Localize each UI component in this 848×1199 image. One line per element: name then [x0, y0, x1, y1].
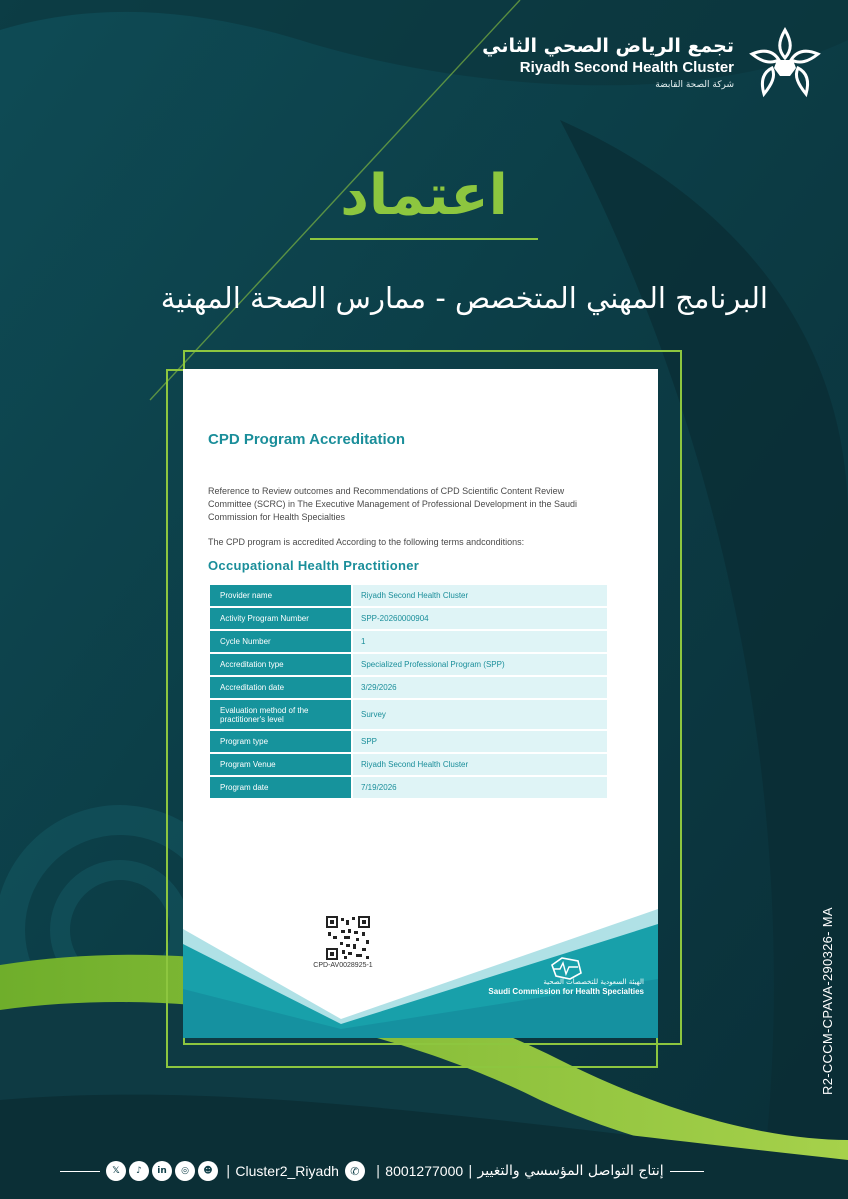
cluster-name-en: Riyadh Second Health Cluster: [519, 59, 734, 76]
table-row: [210, 677, 607, 698]
row-label: Evaluation method of the practitioner's level: [210, 700, 351, 729]
footer: [60, 1158, 790, 1184]
accreditation-table: [210, 585, 607, 800]
row-value: 1: [353, 631, 607, 652]
footer-separator: |: [226, 1163, 231, 1179]
table-row: [210, 631, 607, 652]
issuer-name-en: Saudi Commission for Health Specialties: [488, 987, 644, 996]
table-row: [210, 654, 607, 675]
tiktok-icon[interactable]: ♪: [129, 1161, 149, 1181]
certificate-reference: Reference to Review outcomes and Recommendations of CPD Scientific Content Review Committee (SCRC) in The Executive Management of Professional Development in the Saudi Commission for Health Specialties: [208, 486, 578, 522]
issuer-name-ar: الهيئة السعودية للتخصصات الصحية: [543, 978, 644, 986]
row-label: Accreditation type: [210, 654, 351, 675]
x-icon[interactable]: 𝕏: [106, 1161, 126, 1181]
title-divider: [310, 238, 538, 240]
row-label: Activity Program Number: [210, 608, 351, 629]
snapchat-icon[interactable]: ☻: [198, 1161, 218, 1181]
qr-code-id: CPD-AV0028925-1: [313, 962, 373, 969]
table-row: [210, 754, 607, 775]
linkedin-icon[interactable]: in: [152, 1161, 172, 1181]
certificate-terms: The CPD program is accredited According to the following terms andconditions:: [208, 537, 525, 547]
row-value: SPP: [353, 731, 607, 752]
table-row: [210, 700, 607, 729]
row-value: Riyadh Second Health Cluster: [353, 585, 607, 606]
certificate-card: [183, 369, 658, 1038]
row-value: SPP-20260000904: [353, 608, 607, 629]
social-handle[interactable]: Cluster2_Riyadh: [235, 1163, 339, 1179]
footer-line-left: [60, 1171, 100, 1172]
footer-line-right: [670, 1171, 704, 1172]
row-label: Cycle Number: [210, 631, 351, 652]
issuer-block: [488, 977, 644, 997]
phone-icon[interactable]: ✆: [345, 1161, 365, 1181]
instagram-icon[interactable]: ◎: [175, 1161, 195, 1181]
row-label: Provider name: [210, 585, 351, 606]
row-label: Program date: [210, 777, 351, 798]
cluster-logo-text: [482, 34, 734, 92]
table-row: [210, 777, 607, 798]
document-code: R2-CCCM-CPAVA-290326- MA: [820, 907, 835, 1095]
row-label: Program type: [210, 731, 351, 752]
footer-separator: |: [375, 1163, 381, 1179]
page-title: اعتماد: [340, 163, 508, 228]
footer-tagline: إنتاج التواصل المؤسسي والتغيير: [477, 1163, 664, 1179]
table-row: [210, 608, 607, 629]
cluster-logo-block: [482, 24, 824, 102]
row-value: 3/29/2026: [353, 677, 607, 698]
row-value: Riyadh Second Health Cluster: [353, 754, 607, 775]
row-label: Program Venue: [210, 754, 351, 775]
table-row: [210, 731, 607, 752]
phone-number[interactable]: 8001277000: [385, 1163, 464, 1179]
row-value: Specialized Professional Program (SPP): [353, 654, 607, 675]
row-value: 7/19/2026: [353, 777, 607, 798]
qr-code-icon: [326, 916, 370, 960]
page-subtitle: البرنامج المهني المتخصص - ممارس الصحة المهنية: [160, 281, 768, 315]
table-row: [210, 585, 607, 606]
row-label: Accreditation date: [210, 677, 351, 698]
cluster-name-ar: تجمع الرياض الصحي الثاني: [482, 35, 734, 57]
footer-separator: |: [468, 1163, 473, 1179]
row-value: Survey: [353, 700, 607, 729]
star-flower-logo-icon: [746, 24, 824, 102]
program-name: Occupational Health Practitioner: [208, 558, 420, 573]
certificate-title: CPD Program Accreditation: [208, 431, 405, 448]
holding-name-ar: شركة الصحة القابضة: [655, 80, 734, 90]
